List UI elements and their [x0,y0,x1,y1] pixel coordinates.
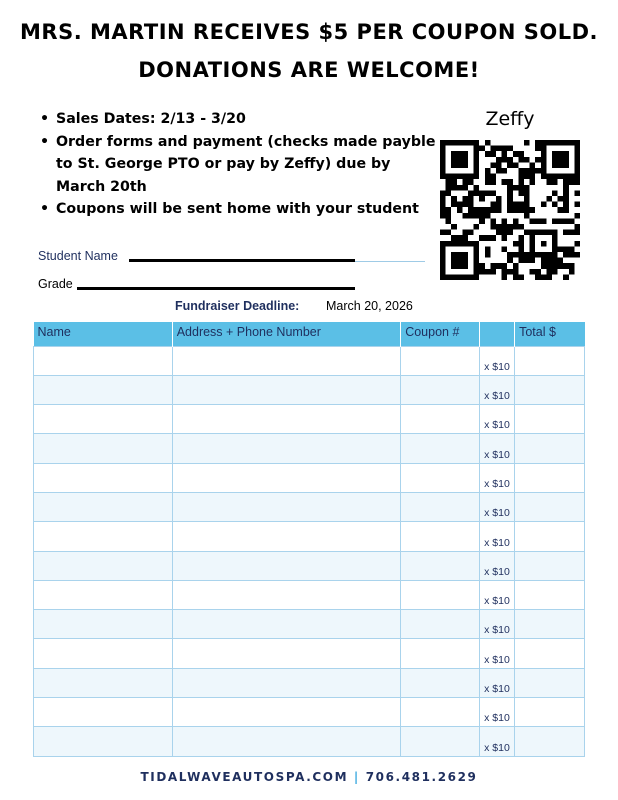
cell-address[interactable] [172,639,400,668]
cell-name[interactable] [34,639,173,668]
table-row [34,639,585,668]
cell-total[interactable] [515,580,585,609]
cell-name[interactable] [34,405,173,434]
cell-total[interactable] [515,492,585,521]
cell-coupon[interactable] [401,551,480,580]
col-header-coupon: Coupon # [401,322,480,346]
cell-total[interactable] [515,698,585,727]
cell-total[interactable] [515,639,585,668]
cell-coupon[interactable] [401,698,480,727]
order-table [33,322,585,757]
cell-total[interactable] [515,551,585,580]
cell-address[interactable] [172,698,400,727]
zeffy-label: Zeffy [485,108,535,130]
zeffy-qr-code[interactable] [440,140,580,280]
cell-address[interactable] [172,580,400,609]
footer-phone: 706.481.2629 [365,770,478,784]
cell-price: x $10 [480,434,515,463]
table-row [34,434,585,463]
cell-address[interactable] [172,727,400,756]
cell-total[interactable] [515,727,585,756]
cell-coupon[interactable] [401,346,480,375]
cell-name[interactable] [34,668,173,697]
cell-price: x $10 [480,639,515,668]
student-name-label: Student Name [38,249,118,263]
cell-price: x $10 [480,698,515,727]
cell-address[interactable] [172,405,400,434]
cell-price: x $10 [480,727,515,756]
bullet-sales-dates: • Sales Dates: 2/13 - 3/20 [38,108,438,131]
cell-price: x $10 [480,492,515,521]
table-row [34,698,585,727]
cell-name[interactable] [34,463,173,492]
cell-coupon[interactable] [401,580,480,609]
cell-address[interactable] [172,668,400,697]
cell-name[interactable] [34,522,173,551]
cell-name[interactable] [34,610,173,639]
cell-address[interactable] [172,346,400,375]
table-row [34,727,585,756]
cell-coupon[interactable] [401,727,480,756]
cell-price: x $10 [480,405,515,434]
cell-address[interactable] [172,463,400,492]
header-line-1: MRS. MARTIN RECEIVES $5 PER COUPON SOLD. [20,20,598,44]
footer-website[interactable]: TIDALWAVEAUTOSPA.COM [140,770,349,784]
cell-total[interactable] [515,522,585,551]
cell-total[interactable] [515,375,585,404]
table-row [34,668,585,697]
header-line-2: DONATIONS ARE WELCOME! [138,58,480,82]
cell-total[interactable] [515,610,585,639]
table-row [34,610,585,639]
deadline-value: March 20, 2026 [326,299,413,313]
cell-coupon[interactable] [401,639,480,668]
cell-total[interactable] [515,463,585,492]
cell-price: x $10 [480,346,515,375]
cell-address[interactable] [172,522,400,551]
grade-label: Grade [38,277,73,291]
table-row [34,375,585,404]
cell-coupon[interactable] [401,434,480,463]
cell-address[interactable] [172,375,400,404]
cell-name[interactable] [34,698,173,727]
student-name-underline [355,261,425,262]
cell-coupon[interactable] [401,610,480,639]
cell-name[interactable] [34,434,173,463]
cell-price: x $10 [480,375,515,404]
cell-address[interactable] [172,551,400,580]
cell-coupon[interactable] [401,375,480,404]
cell-address[interactable] [172,492,400,521]
table-row [34,580,585,609]
cell-name[interactable] [34,727,173,756]
cell-price: x $10 [480,610,515,639]
table-row [34,346,585,375]
cell-price: x $10 [480,463,515,492]
cell-total[interactable] [515,668,585,697]
cell-total[interactable] [515,405,585,434]
table-row [34,522,585,551]
cell-coupon[interactable] [401,492,480,521]
col-header-price [480,322,515,346]
bullet-order-forms: • Order forms and payment (checks made payble to St. George PTO or pay by Zeffy) due by March 20th [38,131,438,199]
cell-address[interactable] [172,434,400,463]
col-header-name: Name [34,322,173,346]
cell-name[interactable] [34,346,173,375]
cell-total[interactable] [515,346,585,375]
cell-name[interactable] [34,492,173,521]
deadline-label: Fundraiser Deadline: [175,299,300,313]
student-name-line[interactable] [129,259,355,262]
table-row [34,463,585,492]
cell-price: x $10 [480,580,515,609]
cell-name[interactable] [34,580,173,609]
col-header-total: Total $ [515,322,585,346]
footer [0,770,618,784]
col-header-address: Address + Phone Number [172,322,400,346]
table-row [34,492,585,521]
cell-name[interactable] [34,375,173,404]
grade-line[interactable] [77,287,355,290]
footer-separator: | [353,770,360,784]
order-table-body [34,346,585,756]
cell-address[interactable] [172,610,400,639]
cell-price: x $10 [480,522,515,551]
cell-coupon[interactable] [401,522,480,551]
cell-name[interactable] [34,551,173,580]
cell-price: x $10 [480,551,515,580]
cell-total[interactable] [515,434,585,463]
table-row [34,405,585,434]
cell-coupon[interactable] [401,668,480,697]
table-row [34,551,585,580]
cell-coupon[interactable] [401,405,480,434]
cell-coupon[interactable] [401,463,480,492]
cell-price: x $10 [480,668,515,697]
bullet-coupons: • Coupons will be sent home with your student [38,198,438,221]
info-list [38,108,438,221]
table-header-row [34,322,585,346]
